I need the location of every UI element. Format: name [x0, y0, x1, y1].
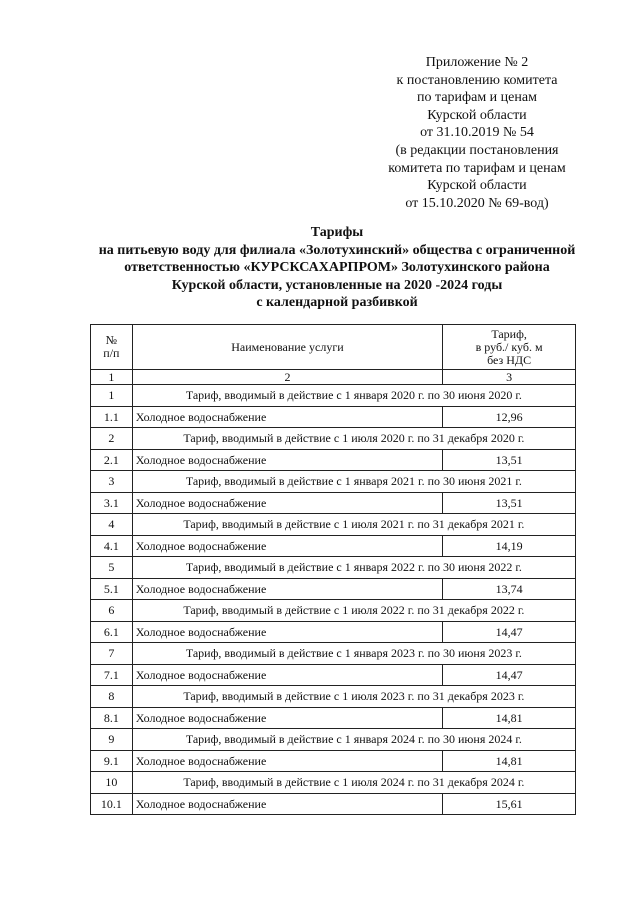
tariff-item-row — [91, 665, 576, 686]
tariff-item-row — [91, 450, 576, 471]
period-description: Тариф, вводимый в действие с 1 июля 2021 г. по 31 декабря 2021 г. — [132, 514, 575, 536]
column-index: 2 — [132, 370, 442, 385]
item-number: 7.1 — [91, 665, 133, 686]
service-name: Холодное водоснабжение — [132, 450, 442, 471]
period-description: Тариф, вводимый в действие с 1 июля 2024 г. по 31 декабря 2024 г. — [132, 772, 575, 794]
item-number: 10.1 — [91, 794, 133, 815]
period-number: 8 — [91, 686, 133, 708]
period-number: 4 — [91, 514, 133, 536]
annex-line: от 31.10.2019 № 54 — [420, 125, 534, 141]
tariff-price: 13,74 — [443, 579, 576, 600]
period-number: 2 — [91, 428, 133, 450]
annex-line: (в редакции постановления — [395, 142, 559, 158]
header-name: Наименование услуги — [132, 325, 442, 370]
period-description: Тариф, вводимый в действие с 1 января 2021 г. по 30 июня 2021 г. — [132, 471, 575, 493]
title-line: Курской области, установленные на 2020 -2024 годы — [171, 277, 503, 293]
tariff-item-row — [91, 751, 576, 772]
service-name: Холодное водоснабжение — [132, 536, 442, 557]
period-number: 3 — [91, 471, 133, 493]
item-number: 8.1 — [91, 708, 133, 729]
period-row — [91, 557, 576, 579]
header-num-line: п/п — [103, 346, 120, 360]
title-line: ответственностью «КУРСКСАХАРПРОМ» Золотухинского района — [124, 260, 550, 276]
period-row — [91, 643, 576, 665]
tariff-item-row — [91, 407, 576, 428]
period-number: 1 — [91, 385, 133, 407]
service-name: Холодное водоснабжение — [132, 751, 442, 772]
period-row — [91, 428, 576, 450]
column-index-row — [91, 370, 576, 385]
table-header-row — [91, 325, 576, 370]
header-price-line: в руб./ куб. м — [475, 339, 543, 354]
column-index: 3 — [443, 370, 576, 385]
period-row — [91, 385, 576, 407]
period-description: Тариф, вводимый в действие с 1 января 2024 г. по 30 июня 2024 г. — [132, 729, 575, 751]
header-num — [91, 325, 133, 370]
title-line: на питьевую воду для филиала «Золотухинский» общества с ограниченной — [98, 242, 576, 258]
item-number: 3.1 — [91, 493, 133, 514]
tariff-item-row — [91, 493, 576, 514]
annex-line: Курской области — [427, 178, 527, 194]
period-number: 6 — [91, 600, 133, 622]
tariff-item-row — [91, 536, 576, 557]
annex-line: Курской области — [427, 107, 527, 123]
annex-line: Приложение № 2 — [425, 55, 529, 70]
header-price-line: без НДС — [487, 352, 532, 367]
column-index: 1 — [91, 370, 133, 385]
title-line: Тарифы — [310, 225, 364, 240]
title-line: с календарной разбивкой — [256, 295, 418, 311]
header-price-line: Тариф, — [491, 326, 527, 341]
service-name: Холодное водоснабжение — [132, 708, 442, 729]
period-description: Тариф, вводимый в действие с 1 июля 2020 г. по 31 декабря 2020 г. — [132, 428, 575, 450]
period-row — [91, 772, 576, 794]
item-number: 6.1 — [91, 622, 133, 643]
annex-header — [352, 54, 602, 212]
tariff-price: 14,19 — [443, 536, 576, 557]
service-name: Холодное водоснабжение — [132, 622, 442, 643]
tariff-item-row — [91, 708, 576, 729]
item-number: 5.1 — [91, 579, 133, 600]
service-name: Холодное водоснабжение — [132, 407, 442, 428]
tariff-table — [90, 324, 576, 815]
tariff-price: 14,81 — [443, 751, 576, 772]
annex-line: по тарифам и ценам — [417, 90, 537, 106]
period-number: 9 — [91, 729, 133, 751]
service-name: Холодное водоснабжение — [132, 579, 442, 600]
period-row — [91, 686, 576, 708]
period-number: 7 — [91, 643, 133, 665]
header-price — [443, 325, 576, 370]
tariff-price: 13,51 — [443, 450, 576, 471]
period-row — [91, 514, 576, 536]
period-row — [91, 600, 576, 622]
tariff-price: 12,96 — [443, 407, 576, 428]
service-name: Холодное водоснабжение — [132, 794, 442, 815]
period-row — [91, 471, 576, 493]
period-row — [91, 729, 576, 751]
tariff-item-row — [91, 579, 576, 600]
annex-line: комитета по тарифам и ценам — [388, 160, 566, 176]
service-name: Холодное водоснабжение — [132, 665, 442, 686]
tariff-item-row — [91, 622, 576, 643]
tariff-price: 15,61 — [443, 794, 576, 815]
service-name: Холодное водоснабжение — [132, 493, 442, 514]
header-num-line: № — [105, 333, 118, 347]
annex-line: к постановлению комитета — [396, 72, 558, 88]
tariff-item-row — [91, 794, 576, 815]
period-description: Тариф, вводимый в действие с 1 июля 2022 г. по 31 декабря 2022 г. — [132, 600, 575, 622]
period-description: Тариф, вводимый в действие с 1 января 2020 г. по 30 июня 2020 г. — [132, 385, 575, 407]
document-title — [60, 224, 614, 312]
period-description: Тариф, вводимый в действие с 1 июля 2023 г. по 31 декабря 2023 г. — [132, 686, 575, 708]
tariff-price: 13,51 — [443, 493, 576, 514]
tariff-price: 14,47 — [443, 665, 576, 686]
period-description: Тариф, вводимый в действие с 1 января 2022 г. по 30 июня 2022 г. — [132, 557, 575, 579]
tariff-price: 14,81 — [443, 708, 576, 729]
item-number: 9.1 — [91, 751, 133, 772]
period-number: 10 — [91, 772, 133, 794]
tariff-price: 14,47 — [443, 622, 576, 643]
period-number: 5 — [91, 557, 133, 579]
item-number: 4.1 — [91, 536, 133, 557]
item-number: 2.1 — [91, 450, 133, 471]
period-description: Тариф, вводимый в действие с 1 января 2023 г. по 30 июня 2023 г. — [132, 643, 575, 665]
annex-line: от 15.10.2020 № 69-вод) — [405, 195, 549, 211]
item-number: 1.1 — [91, 407, 133, 428]
